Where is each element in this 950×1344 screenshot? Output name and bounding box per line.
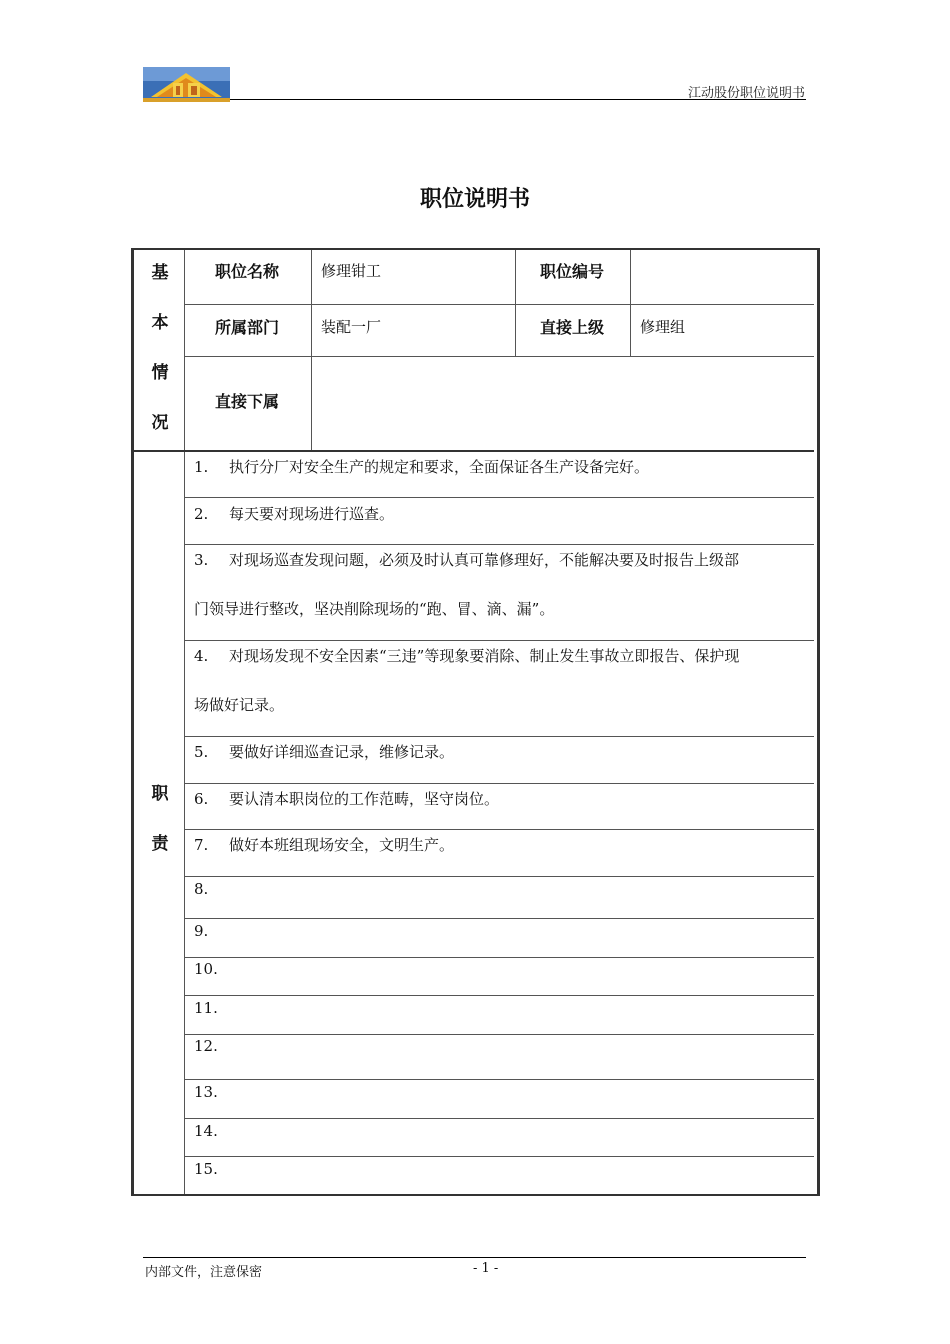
basic-section-label: 基: [151, 263, 169, 283]
duty-row-divider: [185, 995, 814, 996]
duties-section-label: 职: [151, 784, 169, 804]
duty-number: 13.: [194, 1083, 218, 1101]
duty-item: [194, 959, 810, 979]
company-logo: [143, 67, 230, 102]
duty-number: 8.: [194, 880, 209, 898]
duty-row-divider: [185, 1118, 814, 1119]
duty-item: [194, 998, 810, 1018]
duty-row-divider: [185, 829, 814, 830]
duty-number: 1.: [194, 458, 209, 476]
duty-number: 9.: [194, 922, 209, 940]
duty-row-divider: [185, 640, 814, 641]
department-value: 装配一厂: [321, 318, 382, 336]
duty-row-divider: [185, 783, 814, 784]
page-number: - 1 -: [473, 1261, 499, 1276]
table-divider: [311, 250, 312, 450]
duty-item: [194, 646, 810, 666]
duty-item: [194, 1159, 810, 1179]
duty-text: 对现场发现不安全因素“三违”等现象要消除、制止发生事故立即报告、保护现: [229, 647, 740, 665]
table-divider: [185, 304, 814, 305]
superior-label: 直接上级: [540, 318, 605, 337]
superior-value: 修理组: [640, 318, 686, 336]
duty-row-divider: [185, 918, 814, 919]
duty-number: 3.: [194, 551, 209, 569]
table-divider: [184, 250, 185, 1194]
header-company-doc: 江动股份职位说明书: [687, 86, 805, 101]
basic-section-label: 况: [151, 413, 169, 433]
duty-item: [194, 742, 810, 762]
table-divider: [515, 250, 516, 356]
department-label: 所属部门: [215, 318, 280, 337]
section-divider: [133, 450, 814, 452]
duty-number: 11.: [194, 999, 218, 1017]
duty-text: 要做好详细巡查记录，维修记录。: [229, 743, 455, 761]
position-code-label: 职位编号: [540, 262, 605, 281]
duty-row-divider: [185, 1034, 814, 1035]
duty-text: 做好本班组现场安全，文明生产。: [229, 836, 455, 854]
duty-item-continuation: 场做好记录。: [194, 696, 285, 714]
duty-number: 15.: [194, 1160, 218, 1178]
duty-text: 每天要对现场进行巡查。: [229, 505, 395, 523]
duty-row-divider: [185, 497, 814, 498]
duty-item: [194, 921, 810, 941]
table-divider: [630, 250, 631, 356]
footer-rule: [143, 1257, 806, 1258]
duty-number: 2.: [194, 505, 209, 523]
header-rule: [230, 99, 806, 100]
duty-text: 要认清本职岗位的工作范畴，坚守岗位。: [229, 790, 500, 808]
duty-row-divider: [185, 957, 814, 958]
duty-number: 7.: [194, 836, 209, 854]
table-divider: [185, 356, 814, 357]
footer-confidential: 内部文件，注意保密: [145, 1265, 263, 1280]
duty-item: [194, 550, 810, 570]
duty-item: [194, 1082, 810, 1102]
duty-number: 6.: [194, 790, 209, 808]
position-name-value: 修理钳工: [321, 262, 382, 280]
duty-text: 执行分厂对安全生产的规定和要求，全面保证各生产设备完好。: [229, 458, 650, 476]
duty-number: 12.: [194, 1037, 218, 1055]
duty-text: 对现场巡查发现问题，必须及时认真可靠修理好，不能解决要及时报告上级部: [229, 551, 740, 569]
duty-item: [194, 835, 810, 855]
duty-item: [194, 879, 810, 899]
duty-number: 14.: [194, 1122, 218, 1140]
duty-row-divider: [185, 736, 814, 737]
basic-section-label: 本: [151, 313, 169, 333]
duty-row-divider: [185, 1156, 814, 1157]
duty-item: [194, 1036, 810, 1056]
position-name-label: 职位名称: [215, 262, 280, 281]
duty-item: [194, 789, 810, 809]
duty-item-continuation: 门领导进行整改，坚决削除现场的“跑、冒、滴、漏”。: [194, 600, 555, 618]
duty-number: 4.: [194, 647, 209, 665]
duty-number: 10.: [194, 960, 218, 978]
duties-section-label: 责: [151, 834, 169, 854]
duty-row-divider: [185, 1079, 814, 1080]
duty-item: [194, 504, 810, 524]
duty-number: 5.: [194, 743, 209, 761]
subordinate-label: 直接下属: [215, 392, 280, 411]
basic-section-label: 情: [151, 363, 169, 383]
duty-item: [194, 457, 810, 477]
document-title: 职位说明书: [419, 187, 530, 212]
duty-row-divider: [185, 876, 814, 877]
duty-row-divider: [185, 544, 814, 545]
duty-item: [194, 1121, 810, 1141]
